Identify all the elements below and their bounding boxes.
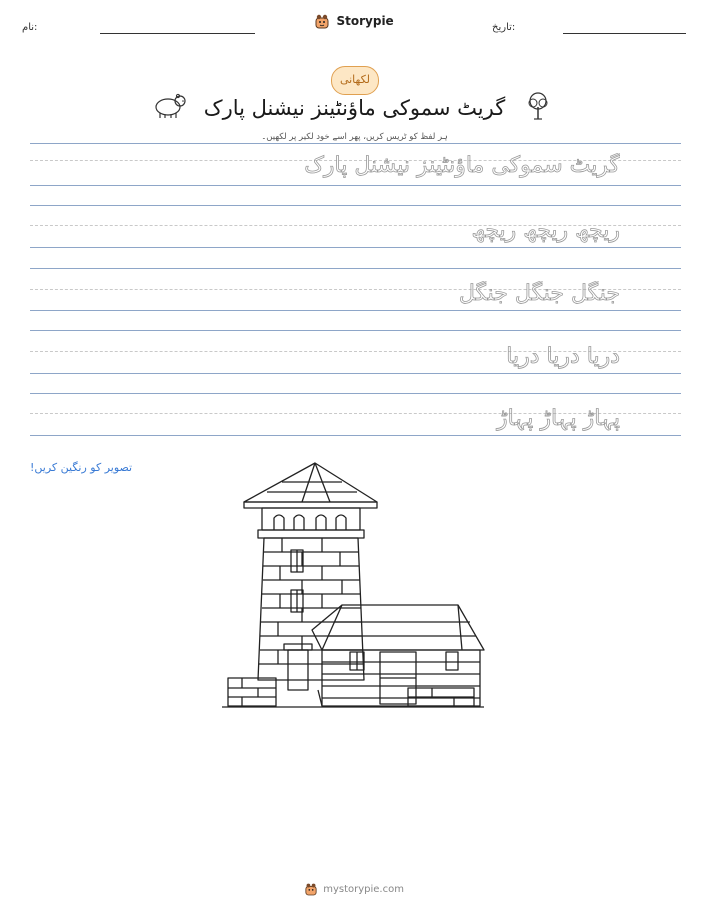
trace-row[interactable]: دریا دریا دریا — [506, 344, 620, 369]
row-top-line — [30, 143, 681, 144]
trace-row[interactable]: پہاڑ پہاڑ پہاڑ — [496, 406, 620, 431]
row-gap-line — [30, 268, 681, 269]
brand-name: Storypie — [336, 14, 394, 28]
storypie-logo-icon — [305, 882, 317, 896]
storypie-logo-icon — [315, 13, 329, 29]
instruction-text: ہر لفظ کو ٹریس کریں، پھر اسے خود لکیر پر لکھیں۔ — [261, 132, 448, 142]
name-line[interactable] — [100, 33, 255, 34]
row-gap-line — [30, 393, 681, 394]
name-label: نام: — [22, 22, 38, 33]
color-prompt: تصویر کو رنگین کریں! — [30, 461, 133, 474]
writing-badge: لکھانی — [331, 66, 379, 95]
date-line[interactable] — [563, 33, 686, 34]
page-title: گریٹ سموکی ماؤنٹینز نیشنل پارک — [203, 96, 506, 120]
row-gap-line — [30, 330, 681, 331]
trace-row[interactable]: گریٹ سموکی ماؤنٹینز نیشنل پارک — [304, 153, 620, 178]
date-label: تاریخ: — [492, 22, 516, 33]
brand — [0, 13, 709, 29]
lighthouse-house-illustration[interactable] — [222, 460, 488, 710]
footer — [0, 882, 709, 896]
tree-icon — [522, 90, 554, 122]
trace-row[interactable]: ریچھ ریچھ ریچھ — [471, 218, 620, 243]
row-gap-line — [30, 205, 681, 206]
footer-url[interactable]: mystorypie.com — [323, 884, 404, 895]
trace-row[interactable]: جنگل جنگل جنگل — [458, 281, 620, 306]
